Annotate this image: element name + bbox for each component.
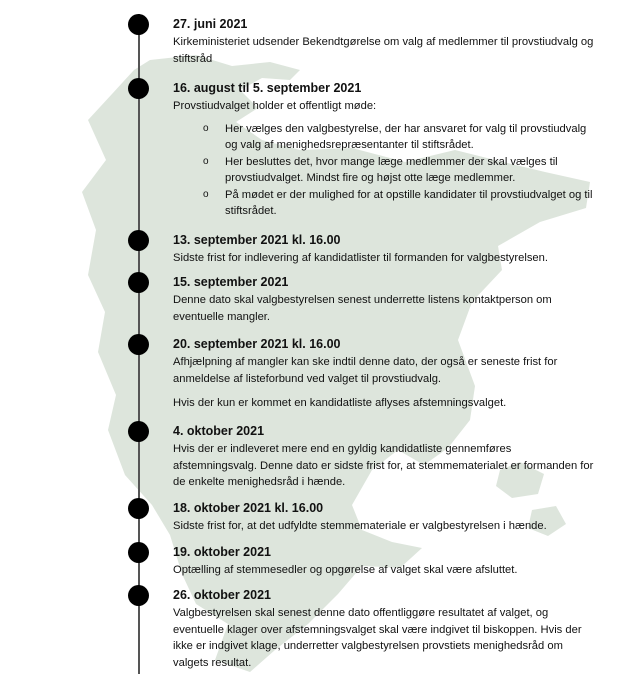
- timeline-marker-3: [128, 230, 149, 251]
- timeline-entry: [173, 232, 598, 267]
- entry-date: 15. september 2021: [173, 275, 289, 289]
- timeline-marker-9: [128, 585, 149, 606]
- timeline-entry: [173, 544, 598, 579]
- hollow-circle-bullet-icon: o: [203, 155, 209, 167]
- entry-date: 19. oktober 2021: [173, 545, 271, 559]
- timeline-entry: [173, 274, 598, 325]
- entry-date: 20. september 2021 kl. 16.00: [173, 337, 341, 351]
- timeline-marker-8: [128, 542, 149, 563]
- timeline-entry: [173, 80, 598, 220]
- timeline-entry: [173, 500, 598, 535]
- entry-date: 16. august til 5. september 2021: [173, 81, 362, 95]
- meeting-agenda-list: [173, 121, 598, 220]
- hollow-circle-bullet-icon: o: [203, 188, 209, 200]
- timeline-marker-5: [128, 334, 149, 355]
- entry-description: Provstiudvalget holder et offentligt møde:: [173, 100, 377, 112]
- list-item: o På mødet er der mulighed for at opstille kandidater til provstiudvalget og til stiftsrådet.: [203, 188, 593, 217]
- list-item: o Her vælges den valgbestyrelse, der har ansvaret for valg til provstiudvalg og valg af menighedsrepræsentanter til stiftsrådet.: [203, 122, 587, 151]
- entry-description: Sidste frist for, at det udfyldte stemmemateriale er valgbestyrelsen i hænde.: [173, 520, 547, 532]
- timeline-entry: [173, 423, 598, 491]
- entry-date: 13. september 2021 kl. 16.00: [173, 233, 341, 247]
- entry-description: Afhjælpning af mangler kan ske indtil denne dato, der også er seneste frist for anmeldelse af listeforbund ved valget til provstiudvalg.: [173, 356, 558, 385]
- timeline-entry: [173, 336, 598, 412]
- timeline-marker-4: [128, 272, 149, 293]
- list-item: o Her besluttes det, hvor mange læge medlemmer der skal vælges til provstiudvalget. Mindst fire og højst otte læge medlemmer.: [203, 155, 558, 184]
- entry-date: 4. oktober 2021: [173, 424, 265, 438]
- timeline-marker-7: [128, 498, 149, 519]
- entry-note: Hvis der kun er kommet en kandidatliste aflyses afstemningsvalget.: [173, 397, 507, 409]
- timeline-entry: [173, 16, 598, 67]
- entry-description: Denne dato skal valgbestyrelsen senest underrette listens kontaktperson om eventuelle mangler.: [173, 294, 552, 323]
- timeline-marker-6: [128, 421, 149, 442]
- entry-description: Optælling af stemmesedler og opgørelse af valget skal være afsluttet.: [173, 564, 518, 576]
- entry-description: Kirkeministeriet udsender Bekendtgørelse om valg af medlemmer til provstiudvalg og stiftsråd: [173, 36, 594, 65]
- timeline-marker-1: [128, 14, 149, 35]
- hollow-circle-bullet-icon: o: [203, 122, 209, 134]
- entry-date: 18. oktober 2021 kl. 16.00: [173, 501, 324, 515]
- entry-date: 27. juni 2021: [173, 17, 248, 31]
- entry-description: Valgbestyrelsen skal senest denne dato offentliggøre resultatet af valget, og eventuelle klager over afstemningsvalget skal være indgivet til biskoppen. Hvis der ikke er indgivet klage, underretter valgbestyrelsen provstiets menighedsråd om valgets resultat.: [173, 607, 582, 669]
- entry-description: Sidste frist for indlevering af kandidatlister til formanden for valgbestyrelsen.: [173, 252, 548, 264]
- timeline-marker-2: [128, 78, 149, 99]
- entry-description: Hvis der er indleveret mere end en gyldig kandidatliste gennemføres afstemningsvalg. Denne dato er sidste frist for, at stemmematerialet er formanden for de enkelte menighedsråd i hænde.: [173, 443, 594, 488]
- entry-date: 26. oktober 2021: [173, 588, 271, 602]
- timeline-entry: [173, 587, 598, 671]
